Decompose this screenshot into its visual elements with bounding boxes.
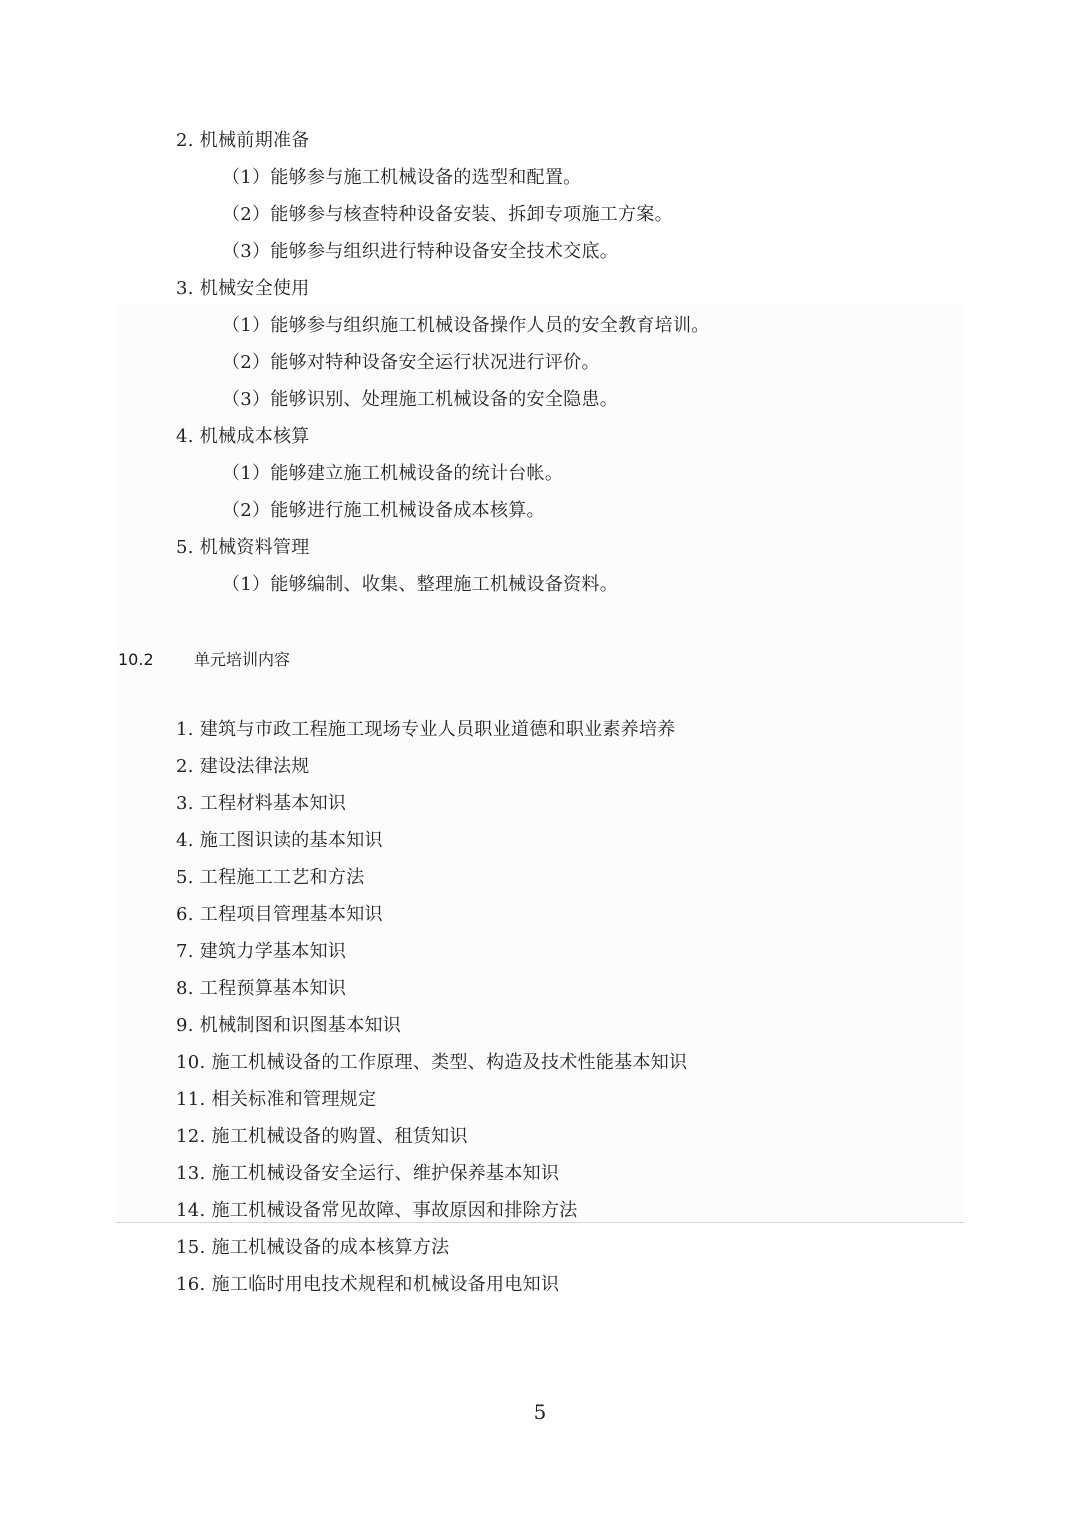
heading-number: 10.2	[118, 650, 154, 669]
content-item: 10. 施工机械设备的工作原理、类型、构造及技术性能基本知识	[176, 1052, 688, 1073]
content-item: 9. 机械制图和识图基本知识	[176, 1015, 402, 1036]
content-item: 5. 工程施工工艺和方法	[176, 867, 365, 888]
list-item: （1）能够参与施工机械设备的选型和配置。	[222, 167, 582, 188]
content-item: 15. 施工机械设备的成本核算方法	[176, 1237, 450, 1258]
list-item: （1）能够建立施工机械设备的统计台帐。	[222, 463, 564, 484]
content-item: 16. 施工临时用电技术规程和机械设备用电知识	[176, 1274, 560, 1295]
list-item: （3）能够识别、处理施工机械设备的安全隐患。	[222, 389, 619, 410]
content-item: 13. 施工机械设备安全运行、维护保养基本知识	[176, 1163, 560, 1184]
content-item: 12. 施工机械设备的购置、租赁知识	[176, 1126, 468, 1147]
list-item: （3）能够参与组织进行特种设备安全技术交底。	[222, 241, 619, 262]
content-item: 7. 建筑力学基本知识	[176, 941, 347, 962]
section-title: 2. 机械前期准备	[176, 130, 310, 151]
content-item: 3. 工程材料基本知识	[176, 793, 347, 814]
list-item: （2）能够对特种设备安全运行状况进行评价。	[222, 352, 600, 373]
content-item: 6. 工程项目管理基本知识	[176, 904, 383, 925]
content-item: 14. 施工机械设备常见故障、事故原因和排除方法	[176, 1200, 578, 1221]
heading-title: 单元培训内容	[194, 650, 291, 669]
content-item: 2. 建设法律法规	[176, 756, 310, 777]
section-title: 3. 机械安全使用	[176, 278, 310, 299]
section-title: 5. 机械资料管理	[176, 537, 310, 558]
section-title: 4. 机械成本核算	[176, 426, 310, 447]
list-item: （1）能够编制、收集、整理施工机械设备资料。	[222, 574, 619, 595]
page-number: 5	[533, 1400, 547, 1424]
content-item: 4. 施工图识读的基本知识	[176, 830, 383, 851]
content-item: 1. 建筑与市政工程施工现场专业人员职业道德和职业素养培养	[176, 719, 676, 740]
list-item: （1）能够参与组织施工机械设备操作人员的安全教育培训。	[222, 315, 710, 336]
content-item: 8. 工程预算基本知识	[176, 978, 347, 999]
list-item: （2）能够参与核查特种设备安装、拆卸专项施工方案。	[222, 204, 673, 225]
content-item: 11. 相关标准和管理规定	[176, 1089, 377, 1110]
list-item: （2）能够进行施工机械设备成本核算。	[222, 500, 545, 521]
